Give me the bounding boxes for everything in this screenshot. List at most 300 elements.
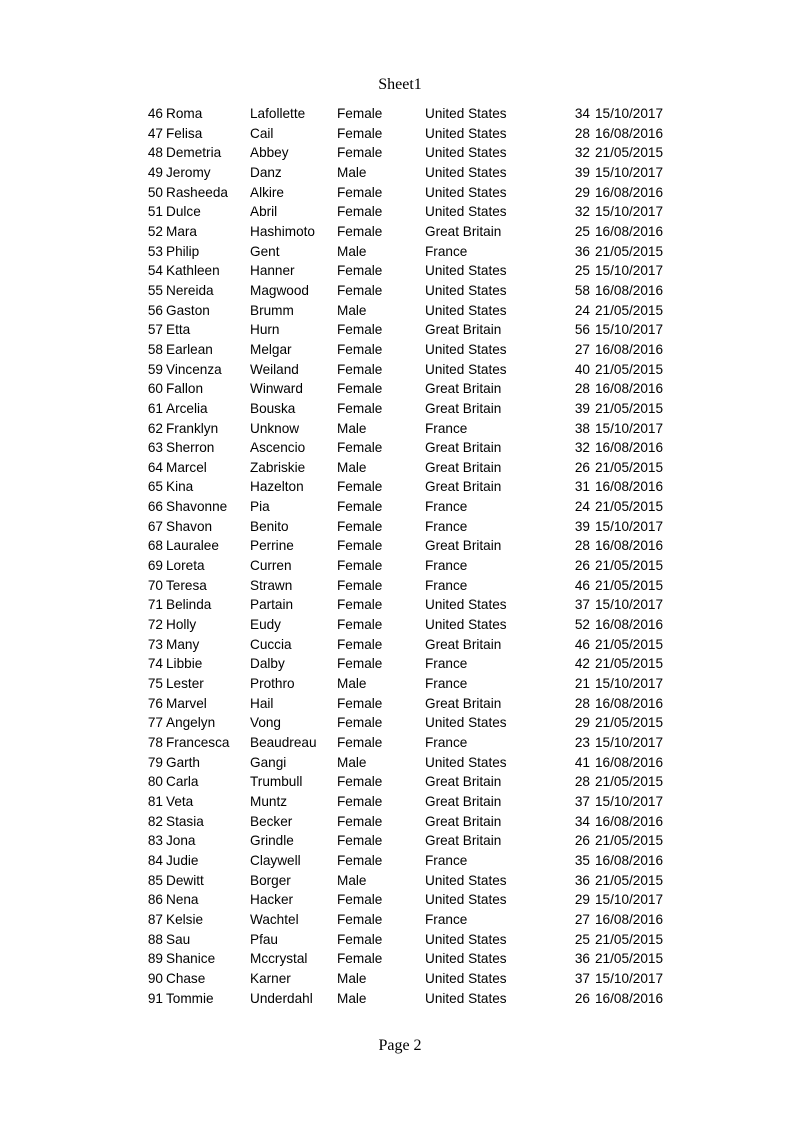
cell-age: 23	[574, 735, 590, 750]
cell-gender: Female	[337, 440, 383, 456]
cell-country: United States	[425, 754, 507, 770]
cell-first_name: Gaston	[166, 302, 210, 318]
cell-date: 15/10/2017	[595, 597, 664, 613]
cell-last_name: Grindle	[250, 833, 294, 849]
cell-gender: Female	[337, 931, 383, 947]
cell-date: 16/08/2016	[595, 754, 664, 770]
cell-gender: Female	[337, 833, 383, 849]
cell-gender: Male	[337, 459, 367, 475]
cell-age: 24	[574, 302, 590, 318]
cell-country: France	[425, 577, 468, 593]
cell-last_name: Underdahl	[250, 990, 313, 1006]
cell-last_name: Trumbull	[250, 774, 303, 790]
table-row	[140, 379, 673, 399]
cell-last_name: Wachtel	[250, 911, 299, 927]
cell-row: 58	[147, 341, 163, 357]
cell-row: 68	[147, 538, 163, 554]
cell-gender: Female	[337, 518, 383, 534]
cell-first_name: Jeromy	[166, 164, 211, 180]
cell-country: United States	[425, 184, 507, 200]
cell-date: 16/08/2016	[595, 538, 664, 554]
table-row	[140, 576, 673, 596]
cell-country: United States	[425, 145, 507, 161]
cell-row: 53	[147, 243, 163, 259]
cell-country: United States	[425, 164, 507, 180]
cell-gender: Male	[337, 676, 367, 692]
cell-country: Great Britain	[425, 538, 502, 554]
cell-last_name: Borger	[250, 872, 291, 888]
cell-country: France	[425, 499, 468, 515]
cell-age: 42	[574, 656, 590, 672]
cell-age: 46	[574, 636, 590, 652]
cell-age: 32	[574, 145, 590, 161]
cell-first_name: Kathleen	[166, 263, 220, 279]
cell-date: 21/05/2015	[595, 931, 664, 947]
cell-row: 65	[147, 479, 163, 495]
cell-date: 15/10/2017	[595, 518, 664, 534]
cell-row: 88	[147, 931, 163, 947]
cell-row: 85	[147, 872, 163, 888]
cell-last_name: Benito	[250, 518, 289, 534]
cell-gender: Female	[337, 695, 383, 711]
cell-gender: Male	[337, 164, 367, 180]
cell-date: 21/05/2015	[595, 715, 664, 731]
table-row	[140, 772, 673, 792]
cell-row: 78	[147, 735, 163, 750]
cell-date: 15/10/2017	[595, 204, 664, 220]
cell-age: 29	[574, 715, 590, 731]
cell-date: 21/05/2015	[595, 656, 664, 672]
cell-date: 16/08/2016	[595, 341, 664, 357]
cell-date: 15/10/2017	[595, 970, 664, 986]
cell-row: 64	[147, 459, 163, 475]
cell-row: 89	[147, 951, 163, 967]
page-number-footer: Page 2	[378, 1037, 422, 1054]
table-row	[140, 694, 673, 714]
table-row	[140, 733, 673, 753]
cell-gender: Female	[337, 892, 383, 908]
cell-last_name: Mccrystal	[250, 951, 308, 967]
cell-date: 16/08/2016	[595, 695, 664, 711]
cell-row: 61	[147, 400, 163, 416]
cell-first_name: Etta	[166, 322, 191, 338]
table-row	[140, 183, 673, 203]
cell-country: Great Britain	[425, 793, 502, 809]
cell-gender: Female	[337, 774, 383, 790]
table-row	[140, 104, 673, 124]
cell-age: 46	[574, 577, 590, 593]
cell-age: 37	[574, 597, 590, 613]
cell-country: France	[425, 852, 468, 868]
cell-last_name: Beaudreau	[250, 735, 317, 750]
cell-row: 49	[147, 164, 163, 180]
cell-row: 62	[147, 420, 163, 436]
cell-first_name: Rasheeda	[166, 184, 228, 200]
cell-country: France	[425, 911, 468, 927]
table-row	[140, 615, 673, 635]
cell-country: Great Britain	[425, 381, 502, 397]
cell-date: 15/10/2017	[595, 892, 664, 908]
cell-first_name: Felisa	[166, 125, 203, 141]
cell-gender: Female	[337, 597, 383, 613]
table-row	[140, 674, 673, 694]
cell-age: 28	[574, 538, 590, 554]
cell-date: 21/05/2015	[595, 577, 664, 593]
cell-country: United States	[425, 597, 507, 613]
cell-age: 38	[574, 420, 590, 436]
cell-first_name: Libbie	[166, 656, 203, 672]
cell-last_name: Ascencio	[250, 440, 306, 456]
cell-gender: Female	[337, 263, 383, 279]
cell-date: 21/05/2015	[595, 243, 664, 259]
cell-gender: Female	[337, 282, 383, 298]
cell-country: France	[425, 420, 468, 436]
cell-age: 39	[574, 400, 590, 416]
cell-row: 67	[147, 518, 163, 534]
cell-first_name: Kina	[166, 479, 194, 495]
cell-country: Great Britain	[425, 813, 502, 829]
cell-date: 15/10/2017	[595, 263, 664, 279]
table-row	[140, 910, 673, 930]
table-row	[140, 242, 673, 262]
cell-country: Great Britain	[425, 695, 502, 711]
cell-country: United States	[425, 617, 507, 633]
cell-last_name: Hurn	[250, 322, 280, 338]
cell-gender: Female	[337, 204, 383, 220]
cell-date: 21/05/2015	[595, 302, 664, 318]
cell-gender: Female	[337, 341, 383, 357]
cell-row: 54	[147, 263, 163, 279]
cell-date: 16/08/2016	[595, 440, 664, 456]
cell-gender: Female	[337, 479, 383, 495]
cell-date: 16/08/2016	[595, 990, 664, 1006]
cell-row: 90	[147, 970, 163, 986]
table-row	[140, 556, 673, 576]
table-row	[140, 281, 673, 301]
cell-age: 26	[574, 558, 590, 574]
cell-last_name: Prothro	[250, 676, 295, 692]
cell-last_name: Melgar	[250, 341, 292, 357]
cell-country: United States	[425, 970, 507, 986]
cell-age: 37	[574, 793, 590, 809]
cell-age: 28	[574, 381, 590, 397]
cell-last_name: Brumm	[250, 302, 294, 318]
cell-first_name: Shavon	[166, 518, 213, 534]
cell-last_name: Unknow	[250, 420, 300, 436]
cell-country: United States	[425, 715, 507, 731]
cell-row: 56	[147, 302, 163, 318]
cell-country: Great Britain	[425, 440, 502, 456]
cell-gender: Female	[337, 558, 383, 574]
cell-last_name: Cail	[250, 125, 274, 141]
cell-country: United States	[425, 282, 507, 298]
cell-country: Great Britain	[425, 833, 502, 849]
cell-first_name: Demetria	[166, 145, 222, 161]
cell-country: United States	[425, 892, 507, 908]
cell-gender: Male	[337, 872, 367, 888]
cell-age: 39	[574, 164, 590, 180]
cell-first_name: Tommie	[166, 990, 214, 1006]
cell-date: 16/08/2016	[595, 617, 664, 633]
cell-row: 55	[147, 282, 163, 298]
cell-last_name: Strawn	[250, 577, 293, 593]
cell-date: 15/10/2017	[595, 106, 664, 121]
cell-last_name: Alkire	[250, 184, 284, 200]
cell-row: 77	[147, 715, 163, 731]
cell-gender: Male	[337, 754, 367, 770]
cell-row: 72	[147, 617, 163, 633]
cell-age: 37	[574, 970, 590, 986]
cell-first_name: Lester	[166, 676, 204, 692]
cell-date: 16/08/2016	[595, 381, 664, 397]
cell-age: 31	[574, 479, 590, 495]
cell-country: United States	[425, 872, 507, 888]
table-row	[140, 399, 673, 419]
cell-last_name: Zabriskie	[250, 459, 306, 475]
cell-last_name: Curren	[250, 558, 292, 574]
cell-first_name: Earlean	[166, 341, 213, 357]
cell-date: 16/08/2016	[595, 813, 664, 829]
cell-gender: Female	[337, 361, 383, 377]
cell-last_name: Hazelton	[250, 479, 304, 495]
cell-country: United States	[425, 106, 507, 121]
cell-first_name: Shavonne	[166, 499, 228, 515]
cell-row: 73	[147, 636, 163, 652]
cell-row: 60	[147, 381, 163, 397]
cell-first_name: Marvel	[166, 695, 207, 711]
cell-row: 57	[147, 322, 163, 338]
cell-first_name: Holly	[166, 617, 197, 633]
cell-first_name: Nereida	[166, 282, 214, 298]
cell-date: 16/08/2016	[595, 125, 664, 141]
cell-first_name: Fallon	[166, 381, 204, 397]
cell-age: 40	[574, 361, 590, 377]
cell-age: 36	[574, 951, 590, 967]
cell-date: 16/08/2016	[595, 282, 664, 298]
cell-gender: Male	[337, 970, 367, 986]
cell-country: France	[425, 676, 468, 692]
cell-date: 16/08/2016	[595, 223, 664, 239]
table-row	[140, 930, 673, 950]
cell-age: 28	[574, 695, 590, 711]
table-row	[140, 458, 673, 478]
cell-date: 15/10/2017	[595, 164, 664, 180]
cell-last_name: Becker	[250, 813, 293, 829]
cell-country: Great Britain	[425, 223, 502, 239]
cell-first_name: Sherron	[166, 440, 215, 456]
cell-first_name: Loreta	[166, 558, 205, 574]
table-row	[140, 792, 673, 812]
table-row	[140, 497, 673, 517]
cell-row: 50	[147, 184, 163, 200]
cell-gender: Female	[337, 813, 383, 829]
cell-row: 91	[147, 990, 163, 1006]
cell-age: 27	[574, 911, 590, 927]
cell-row: 74	[147, 656, 163, 672]
cell-age: 35	[574, 852, 590, 868]
table-row	[140, 124, 673, 144]
cell-row: 51	[147, 204, 163, 220]
cell-gender: Male	[337, 420, 367, 436]
cell-age: 26	[574, 990, 590, 1006]
cell-date: 16/08/2016	[595, 479, 664, 495]
cell-row: 70	[147, 577, 163, 593]
cell-first_name: Angelyn	[166, 715, 216, 731]
cell-age: 29	[574, 892, 590, 908]
cell-date: 21/05/2015	[595, 636, 664, 652]
cell-first_name: Arcelia	[166, 400, 208, 416]
table-row	[140, 261, 673, 281]
table-row	[140, 438, 673, 458]
cell-last_name: Claywell	[250, 852, 301, 868]
cell-date: 21/05/2015	[595, 951, 664, 967]
cell-row: 75	[147, 676, 163, 692]
cell-last_name: Hanner	[250, 263, 295, 279]
cell-age: 52	[574, 617, 590, 633]
cell-age: 32	[574, 204, 590, 220]
cell-country: United States	[425, 931, 507, 947]
cell-row: 81	[147, 793, 163, 809]
cell-age: 26	[574, 459, 590, 475]
table-row	[140, 654, 673, 674]
cell-gender: Female	[337, 381, 383, 397]
cell-gender: Female	[337, 852, 383, 868]
cell-age: 28	[574, 125, 590, 141]
cell-country: Great Britain	[425, 636, 502, 652]
cell-last_name: Karner	[250, 970, 291, 986]
sheet-title: Sheet1	[378, 76, 422, 93]
cell-first_name: Sau	[166, 931, 191, 947]
cell-row: 47	[147, 125, 163, 141]
cell-date: 21/05/2015	[595, 459, 664, 475]
cell-row: 52	[147, 223, 163, 239]
cell-last_name: Pfau	[250, 931, 278, 947]
cell-date: 16/08/2016	[595, 852, 664, 868]
cell-first_name: Nena	[166, 892, 199, 908]
cell-gender: Female	[337, 911, 383, 927]
table-row	[140, 202, 673, 222]
cell-row: 76	[147, 695, 163, 711]
cell-first_name: Belinda	[166, 597, 212, 613]
cell-gender: Female	[337, 322, 383, 338]
cell-first_name: Dulce	[166, 204, 201, 220]
table-row	[140, 340, 673, 360]
cell-date: 21/05/2015	[595, 833, 664, 849]
table-row	[140, 301, 673, 321]
cell-date: 21/05/2015	[595, 872, 664, 888]
cell-row: 63	[147, 440, 163, 456]
cell-first_name: Teresa	[166, 577, 207, 593]
cell-country: Great Britain	[425, 774, 502, 790]
cell-first_name: Judie	[166, 852, 199, 868]
cell-first_name: Veta	[166, 793, 194, 809]
cell-country: Great Britain	[425, 479, 502, 495]
cell-country: France	[425, 735, 468, 750]
cell-last_name: Gent	[250, 243, 280, 259]
table-row	[140, 851, 673, 871]
cell-gender: Female	[337, 715, 383, 731]
cell-age: 27	[574, 341, 590, 357]
cell-row: 69	[147, 558, 163, 574]
cell-country: France	[425, 243, 468, 259]
cell-row: 87	[147, 911, 163, 927]
table-row	[140, 222, 673, 242]
cell-date: 21/05/2015	[595, 774, 664, 790]
cell-row: 59	[147, 361, 163, 377]
cell-row: 82	[147, 813, 163, 829]
table-row	[140, 163, 673, 183]
cell-gender: Male	[337, 302, 367, 318]
cell-gender: Female	[337, 735, 383, 750]
cell-first_name: Many	[166, 636, 200, 652]
cell-age: 39	[574, 518, 590, 534]
cell-row: 80	[147, 774, 163, 790]
cell-country: Great Britain	[425, 459, 502, 475]
cell-country: United States	[425, 263, 507, 279]
cell-last_name: Abril	[250, 204, 278, 220]
table-row	[140, 890, 673, 910]
cell-row: 71	[147, 597, 163, 613]
cell-first_name: Garth	[166, 754, 200, 770]
table-row	[140, 595, 673, 615]
cell-age: 25	[574, 263, 590, 279]
cell-date: 21/05/2015	[595, 361, 664, 377]
table-row	[140, 143, 673, 163]
cell-gender: Female	[337, 951, 383, 967]
cell-gender: Female	[337, 793, 383, 809]
cell-age: 24	[574, 499, 590, 515]
cell-gender: Male	[337, 243, 367, 259]
cell-gender: Female	[337, 617, 383, 633]
cell-age: 25	[574, 223, 590, 239]
cell-last_name: Perrine	[250, 538, 294, 554]
cell-age: 25	[574, 931, 590, 947]
cell-last_name: Pia	[250, 499, 270, 515]
cell-first_name: Franklyn	[166, 420, 219, 436]
cell-country: France	[425, 656, 468, 672]
cell-last_name: Muntz	[250, 793, 288, 809]
cell-age: 29	[574, 184, 590, 200]
cell-row: 83	[147, 833, 163, 849]
cell-age: 21	[574, 676, 590, 692]
cell-gender: Female	[337, 125, 383, 141]
cell-date: 15/10/2017	[595, 420, 664, 436]
table-row	[140, 949, 673, 969]
cell-row: 84	[147, 852, 163, 868]
table-row	[140, 477, 673, 497]
cell-country: Great Britain	[425, 322, 502, 338]
cell-country: United States	[425, 341, 507, 357]
cell-gender: Male	[337, 990, 367, 1006]
table-row	[140, 812, 673, 832]
cell-country: United States	[425, 990, 507, 1006]
cell-gender: Female	[337, 400, 383, 416]
cell-last_name: Eudy	[250, 617, 281, 633]
sheet-table	[140, 104, 673, 1008]
cell-country: United States	[425, 302, 507, 318]
cell-age: 26	[574, 833, 590, 849]
cell-country: United States	[425, 951, 507, 967]
cell-age: 36	[574, 872, 590, 888]
table-row	[140, 517, 673, 537]
table-row	[140, 320, 673, 340]
cell-age: 34	[574, 813, 590, 829]
cell-last_name: Vong	[250, 715, 281, 731]
cell-last_name: Gangi	[250, 754, 287, 770]
cell-date: 15/10/2017	[595, 676, 664, 692]
cell-row: 46	[147, 106, 163, 121]
cell-last_name: Dalby	[250, 656, 285, 672]
